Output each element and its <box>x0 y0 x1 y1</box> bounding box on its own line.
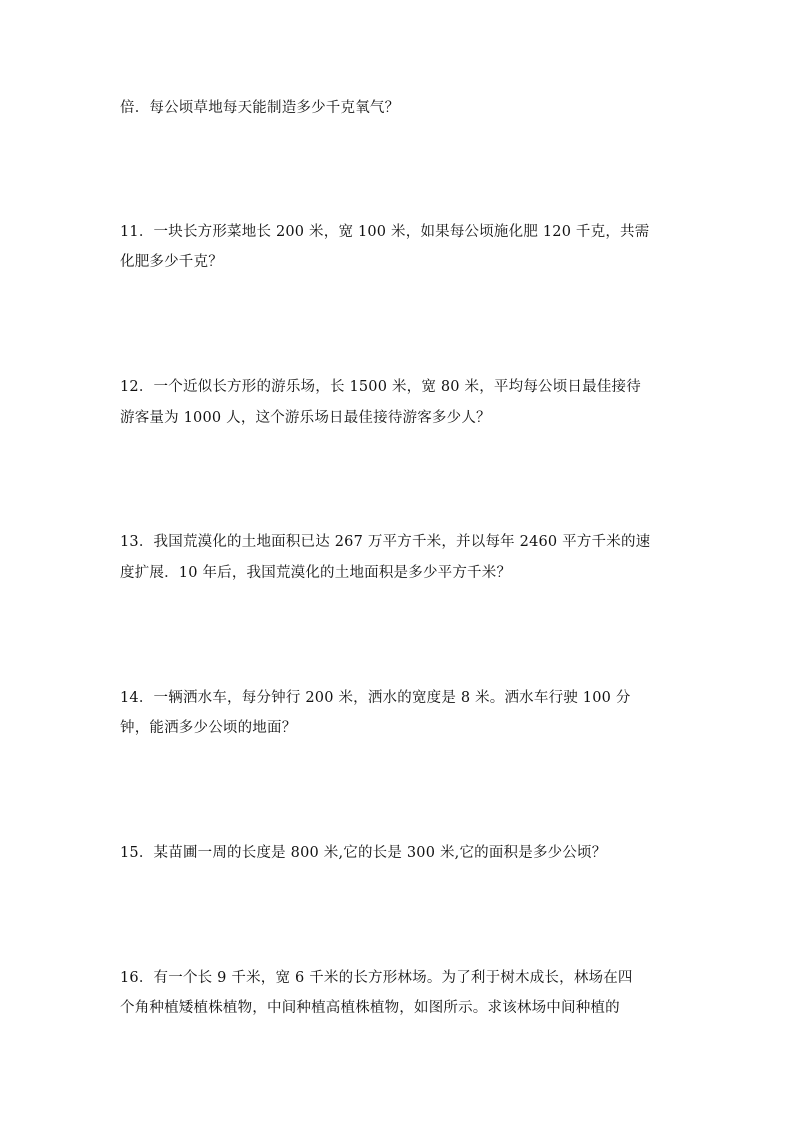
problem-14-line-2: 钟，能洒多少公顷的地面？ <box>120 720 297 736</box>
problem-13-line-2: 度扩展．10 年后，我国荒漠化的土地面积是多少平方千米？ <box>120 565 512 581</box>
problem-14-line-1: 14．一辆洒水车，每分钟行 200 米，洒水的宽度是 8 米。洒水车行驶 100 分 <box>120 690 631 706</box>
problem-12-line-2: 游客量为 1000 人，这个游乐场日最佳接待游客多少人？ <box>120 410 491 426</box>
problem-11-line-1: 11．一块长方形菜地长 200 米，宽 100 米，如果每公顷施化肥 120 千克，共需 <box>120 224 650 240</box>
problem-16-line-1: 16．有一个长 9 千米，宽 6 千米的长方形林场。为了利于树木成长，林场在四 <box>120 970 633 986</box>
problem-15-line-1: 15．某苗圃一周的长度是 800 米,它的长是 300 米,它的面积是多少公顷？ <box>120 845 607 861</box>
problem-16-line-2: 个角种植矮植株植物，中间种植高植株植物，如图所示。求该林场中间种植的 <box>120 1000 620 1016</box>
problem-13-line-1: 13．我国荒漠化的土地面积已达 267 万平方千米，并以每年 2460 平方千米的速 <box>120 534 651 550</box>
problem-12-line-1: 12．一个近似长方形的游乐场，长 1500 米，宽 80 米，平均每公顷日最佳接待 <box>120 379 641 395</box>
problem-11-line-2: 化肥多少千克？ <box>120 254 223 270</box>
continuation-text: 倍．每公顷草地每天能制造多少千克氧气？ <box>120 100 400 116</box>
